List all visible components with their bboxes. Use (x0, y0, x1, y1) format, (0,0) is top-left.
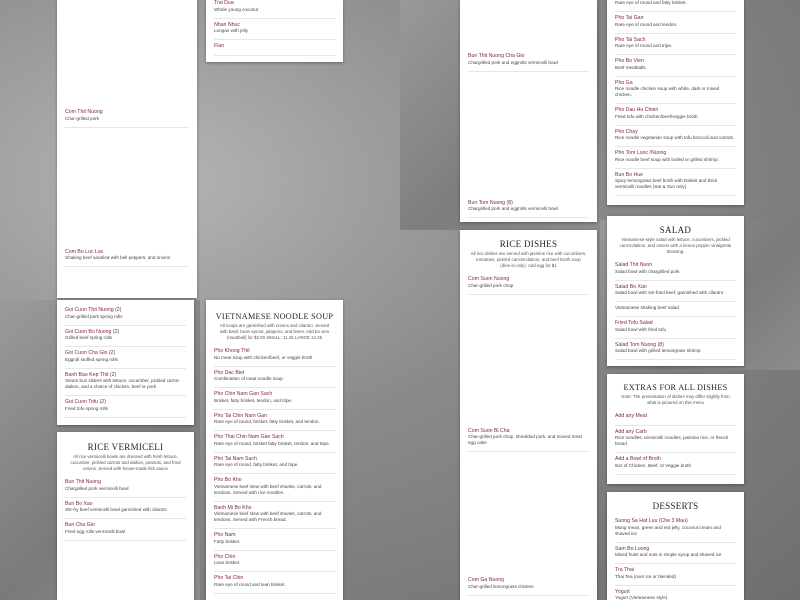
menu-item (615, 55, 736, 77)
menu-item (214, 529, 335, 551)
section-intro: All rice dishes are served with jasmine rice with cucumbers, tomatoes, pickled carrots-daikon, and beef broth soup (dine-in only). Add egg for $1 (470, 251, 587, 268)
menu-item (214, 388, 335, 410)
item-desc: Rare eye of round and tripe. (615, 43, 673, 48)
item-desc: 8oz of Chicken, Beef, or Veggie broth (615, 462, 692, 468)
item-name: Nhan Nhuc (214, 21, 240, 28)
item-desc: Shaking beef sautéed with bell peppers, and onions (65, 255, 171, 260)
item-desc: Rare eye of round and tendon. (615, 21, 678, 27)
item-desc: Rare eye of round and fatty brisket. (615, 0, 687, 5)
menu-item (65, 396, 186, 418)
menu-item (615, 426, 736, 454)
card-vermicelli-cont (460, 0, 597, 222)
item-name: Salad Bo Xao (615, 283, 647, 290)
menu-item (615, 410, 736, 426)
menu-item (65, 246, 189, 268)
item-desc: Rare eye of round and lean brisket. (214, 581, 286, 587)
menu-item (615, 339, 736, 361)
menu-item (615, 281, 736, 303)
card-desserts (607, 492, 744, 600)
menu-item (214, 367, 335, 389)
menu-item (65, 476, 186, 498)
card-desserts-cont (206, 0, 343, 62)
item-desc: Chargrilled pork and eggrolls vermicelli bowl (468, 206, 558, 211)
item-desc: Steam bun sliders with lettuce, cucumber, pickled carrot-daikon, and a choice of chicken, beef or pork (65, 378, 180, 389)
item-name: Banh Mi Bo Kho (214, 504, 252, 511)
item-desc: Rice noodle vegetarian soup with tofu broccoli and carrots. (615, 135, 735, 140)
item-desc: Vietnamese beef stew with beef shanks, carrots, and tendons. Served with rice noodles. (214, 483, 322, 495)
menu-item (65, 498, 186, 520)
card-spring-rolls (57, 300, 194, 425)
item-name: Pho Ga (615, 79, 633, 86)
item-name: Add a Bowl of Broth (615, 456, 661, 462)
section-intro: Vietnamese-style salad with lettuce, cucumbers, pickled carrot-daikon, and onions with a lemon pepper vinaigrette dressing. (619, 237, 732, 254)
menu-item (615, 317, 736, 339)
section-intro: Note: The presentation of dishes may differ slightly from what is pictured on this menu (621, 394, 730, 405)
item-desc: Whole young coconut (214, 6, 259, 12)
item-name: Pho Khong Thit (214, 348, 250, 354)
item-name: Sam Bo Luong (615, 545, 650, 552)
item-desc: Rice noodle chicken soup with white, dark or mixed chicken. (615, 86, 720, 97)
item-desc: Rare eye of round, brisket fatty brisket, tendon, and tripe. (214, 440, 330, 446)
item-name: Com Thit Nuong (65, 109, 103, 115)
section-title: SALAD (659, 225, 692, 235)
menu-item (65, 519, 186, 541)
menu-item (468, 574, 589, 596)
item-desc: Combination of meat noodle soup. (214, 376, 284, 381)
menu-item (214, 453, 335, 475)
menu-item (468, 273, 589, 295)
item-desc: Fatty brisket. (214, 538, 241, 544)
item-name: Add any Meat (615, 413, 648, 419)
item-desc: Grilled beef spring rolls (65, 335, 112, 340)
card-noodle-soup (206, 300, 343, 600)
item-name: Pho Dau Hu Chien (615, 107, 659, 113)
menu-item (214, 474, 335, 502)
item-desc: Salad bowl with chargrilled pork (615, 268, 680, 274)
menu-item (214, 551, 335, 573)
item-name: Pho Tai Nam Sach (214, 455, 257, 462)
menu-item (615, 515, 736, 543)
item-desc: Mixed fruits and nuts in simple syrup and shaved ice (615, 552, 722, 557)
item-name: Com Suon Bi Cha (468, 427, 510, 434)
card-rice-dishes (460, 230, 597, 600)
menu-item (468, 425, 589, 453)
item-desc: Vietnamese shaking beef salad (615, 305, 679, 310)
item-name: Com Suon Nuong (468, 276, 510, 282)
item-name: Pho Thai Chin Nam Gan Sach (214, 434, 284, 440)
menu-item (615, 564, 736, 586)
item-desc: Longan with jelly (214, 28, 248, 33)
item-desc: Beef meatballs. (615, 64, 647, 70)
item-desc: Chargrilled pork and eggrolls vermicelli bowl (468, 59, 558, 65)
item-name: Pho Tom Luoc /Nuong (615, 150, 667, 156)
menu-item (615, 169, 736, 197)
item-name: Salad Tom Nuong (8) (615, 341, 664, 348)
item-desc: Yogurt (Vietnamese style) (615, 595, 668, 600)
item-name: Goi Cuon Bo Nuong (2) (65, 328, 120, 335)
item-desc: Fried tofu spring rolls (65, 405, 108, 411)
item-desc: Rice noodles, vermicelli noodles, jasmine rice, or french bread (615, 435, 729, 446)
item-name: Pho Chay (615, 128, 638, 135)
item-name: Bun Cha Gio (65, 522, 95, 528)
menu-item (214, 19, 335, 41)
section-title: DESSERTS (652, 501, 699, 511)
item-desc: Char-grilled pork (65, 115, 99, 121)
item-name: Pho Bo Vien (615, 58, 644, 64)
menu-item (615, 104, 736, 126)
item-desc: Char-grilled pork chop (468, 282, 514, 288)
item-desc: Salad bowl with grilled lemongrass shrimp (615, 348, 701, 353)
menu-item (615, 12, 736, 34)
item-name: Com Ga Nuong (468, 577, 505, 583)
item-desc: Mung mean, green and red jelly, coconut cream and shaved ice (615, 524, 721, 536)
menu-item (65, 347, 186, 369)
item-desc: Thai Tea (over ice or blended) (615, 573, 676, 579)
menu-item (214, 410, 335, 432)
item-name: Suong Sa Hat Luu (Che 3 Mau) (615, 518, 688, 524)
item-desc: Rare eye of round, brisket, fatty brisket, and tendon. (214, 419, 320, 424)
card-pho-cont (607, 0, 744, 205)
card-rice-top (57, 0, 197, 298)
menu-item (214, 0, 335, 19)
item-name: Bun Bo Hue (615, 171, 643, 178)
item-name: Banh Bao Kep Thit (2) (65, 371, 117, 378)
menu-item (214, 345, 335, 367)
item-desc: Lean brisket. (214, 560, 241, 565)
card-salad (607, 216, 744, 366)
item-desc: Salad bowl with stir-fried beef, garnished with cilantro (615, 290, 724, 295)
item-name: Pho Tai Sach (615, 36, 646, 43)
item-name: Tra Thai (615, 567, 635, 573)
item-name: Salad Thit Nuon (615, 262, 653, 268)
menu-item (615, 259, 736, 281)
menu-item (615, 453, 736, 475)
item-desc: Vietnamese beef stew with beef shanks, carrots, and tendons. Served with French bread. (214, 511, 322, 522)
item-desc: Fried egg rolls vermicelli bowl (65, 528, 126, 534)
item-desc: Char-grilled lemongrass chicken (468, 583, 534, 589)
menu-item (214, 40, 335, 56)
item-name: Bun Thit Nuong Cha Gio (468, 53, 525, 59)
menu-item (65, 304, 186, 326)
item-desc: No meat soup with chicken/beef, or veggie broth (214, 354, 313, 360)
menu-item (214, 502, 335, 530)
menu-item (615, 147, 736, 169)
menu-item (615, 126, 736, 148)
item-name: Pho Bo Kho (214, 477, 242, 483)
menu-item (214, 431, 335, 453)
item-name: Fried Tofu Salad (615, 320, 653, 326)
item-desc: Stir-fry beef vermicelli bowl garnished with cilantro (65, 507, 167, 512)
menu-item (65, 326, 186, 348)
menu-item (615, 543, 736, 565)
item-name: Bun Tom Nuong (8) (468, 199, 513, 206)
menu-item (615, 0, 736, 12)
item-name: Goi Cuon Tofu (2) (65, 399, 106, 405)
item-desc: Char-grilled pork spring rolls (65, 313, 123, 319)
item-name: Bun Bo Xao (65, 500, 93, 507)
item-desc: Salad bowl with fried tofu (615, 326, 667, 332)
menu-item (214, 572, 335, 594)
item-name: Pho Tai Chin (214, 575, 244, 581)
menu-item (65, 369, 186, 397)
section-intro: All soups are garnished with onions and cilantro. Served with basil, bean sprout, jalapeno, and limes. Add bo vien (meatball) for $2.00 SMALL: 11.25 LARGE 12.25 (219, 323, 330, 340)
item-name: Bun Thit Nuong (65, 479, 101, 485)
card-extras (607, 374, 744, 484)
item-desc: Chargrilled pork vermicelli bowl (65, 485, 129, 491)
item-name: Pho Dac Biet (214, 369, 245, 376)
menu-item (615, 77, 736, 105)
section-intro: All rice vermicelli bowls are dressed with fresh lettuce, cucumber, pickled carrots and daikon, peanuts, and fried onions. Served with house-made fish sauce (70, 454, 181, 471)
item-name: Com Bo Luc Lac (65, 248, 104, 255)
item-name: Goi Cuon Cha Gio (2) (65, 350, 116, 356)
item-desc: Fried tofu with chicken/beef/veggie broth. (615, 113, 699, 119)
menu-item (468, 197, 589, 219)
menu-item (65, 106, 189, 128)
item-name: Pho Tai Chin Nam Gan (214, 412, 267, 419)
item-name: Trai Dua (214, 0, 234, 6)
item-name: Add any Carb (615, 428, 647, 435)
item-name: Yogurt (615, 588, 630, 595)
item-desc: Rare eye of round, fatty brisket, and tripe. (214, 462, 299, 467)
card-rice-vermicelli (57, 432, 194, 600)
item-desc: Char-grilled pork chop, shredded pork, and moxed meat egg cake (468, 434, 582, 445)
menu-item (468, 50, 589, 72)
item-name: Goi Cuon Thit Nuong (2) (65, 307, 122, 313)
item-desc: Brisket, fatty brisket, tendon, and tripe. (214, 397, 293, 403)
section-title: EXTRAS FOR ALL DISHES (623, 383, 728, 392)
item-name: Pho Chin Nam Gan Sach (214, 391, 273, 397)
section-title: RICE DISHES (499, 239, 558, 249)
item-name: Pho Chin (214, 553, 236, 560)
item-desc: Spicy lemongrass beef broth with brisket and thick vermicelli noodles (Sat & Sun only) (615, 178, 718, 189)
item-name: Pho Nam (214, 532, 236, 538)
menu-item (615, 302, 736, 317)
section-title: RICE VERMICELI (87, 442, 164, 452)
section-title: VIETNAMESE NOODLE SOUP (215, 312, 334, 321)
menu-item (615, 586, 736, 600)
item-name: Pho Tai Gan (615, 15, 644, 21)
item-name: Flan (214, 43, 225, 49)
item-desc: Rice noodle beef soup with boiled or grilled shrimp. (615, 156, 719, 162)
menu-item (615, 34, 736, 56)
item-desc: Eggroll stuffed spring rolls (65, 356, 118, 362)
